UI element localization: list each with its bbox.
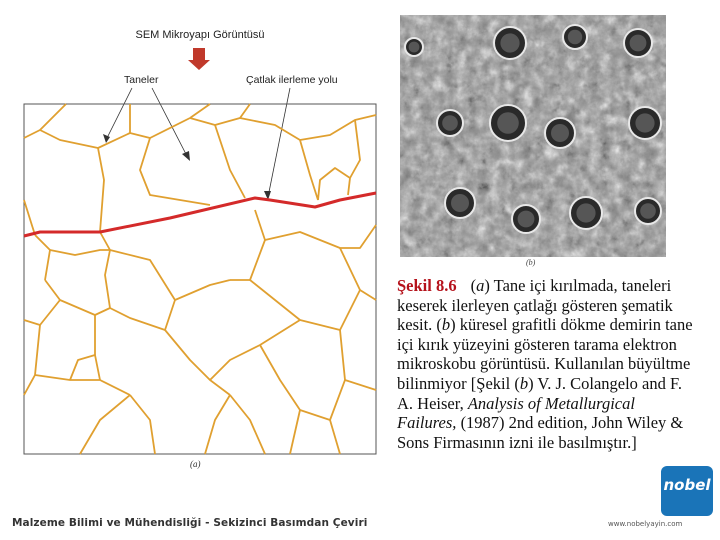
graphite-nodule-core xyxy=(551,124,569,142)
caption-italic: b xyxy=(441,315,451,335)
diagram-title: SEM Mikroyapı Görüntüsü xyxy=(135,29,265,41)
label-b: (b) xyxy=(526,258,536,267)
label-crack-path: Çatlak ilerleme yolu xyxy=(246,74,338,86)
crack-path xyxy=(24,193,376,236)
graphite-nodule-core xyxy=(635,113,654,132)
label-grains: Taneler xyxy=(124,74,159,86)
footer-book-title: Malzeme Bilimi ve Mühendisliği - Sekizinci Basımdan Çeviri xyxy=(12,517,368,529)
logo-text: nobel xyxy=(663,476,711,494)
down-arrow-icon xyxy=(188,48,210,70)
graphite-nodule-core xyxy=(630,35,647,52)
publisher-logo xyxy=(661,466,713,516)
label-a: (a) xyxy=(190,459,201,469)
sem-micrograph xyxy=(400,15,666,257)
graphite-nodule-core xyxy=(442,115,458,131)
graphite-nodule-core xyxy=(500,33,519,52)
graphite-nodule-core xyxy=(568,30,582,44)
caption-italic: a xyxy=(476,276,485,295)
caption-text: ) küresel grafitli dökme demirin tane içi kırık yüzeyini gösteren tarama elektron mikroskobu görüntüsü. Kullanılan büyültme bilinmiyor [Şekil ( xyxy=(397,315,693,393)
graphite-nodule-core xyxy=(451,194,469,212)
graphite-nodule-core xyxy=(409,42,420,53)
figure-caption xyxy=(397,276,697,452)
caption-text: (1987) 2nd edition, John Wiley & Sons Firmasının izni ile basılmıştır.] xyxy=(397,413,684,452)
graphite-nodule-core xyxy=(576,203,595,222)
graphite-nodule-core xyxy=(497,112,519,134)
grain-boundaries xyxy=(24,104,376,454)
publisher-url: www.nobelyayin.com xyxy=(608,520,683,528)
caption-italic: b xyxy=(519,373,529,393)
diagram-frame xyxy=(24,104,376,454)
graphite-nodule-core xyxy=(518,211,535,228)
pointer-arrowheads xyxy=(103,134,271,200)
caption-book-title: Analysis of Metallurgical Failures, xyxy=(397,393,635,433)
figure-number: Şekil 8.6 xyxy=(397,276,457,295)
caption-text: ) Tane içi kırılmada, taneleri keserek ilerleyen çatlağı gösteren şematik kesit. ( xyxy=(397,276,673,335)
caption-text: ) V. J. Colangelo and F. A. Heiser, xyxy=(397,373,682,413)
schematic-diagram xyxy=(0,0,390,480)
caption-text: ( xyxy=(470,276,477,295)
graphite-nodule-core xyxy=(640,203,656,219)
